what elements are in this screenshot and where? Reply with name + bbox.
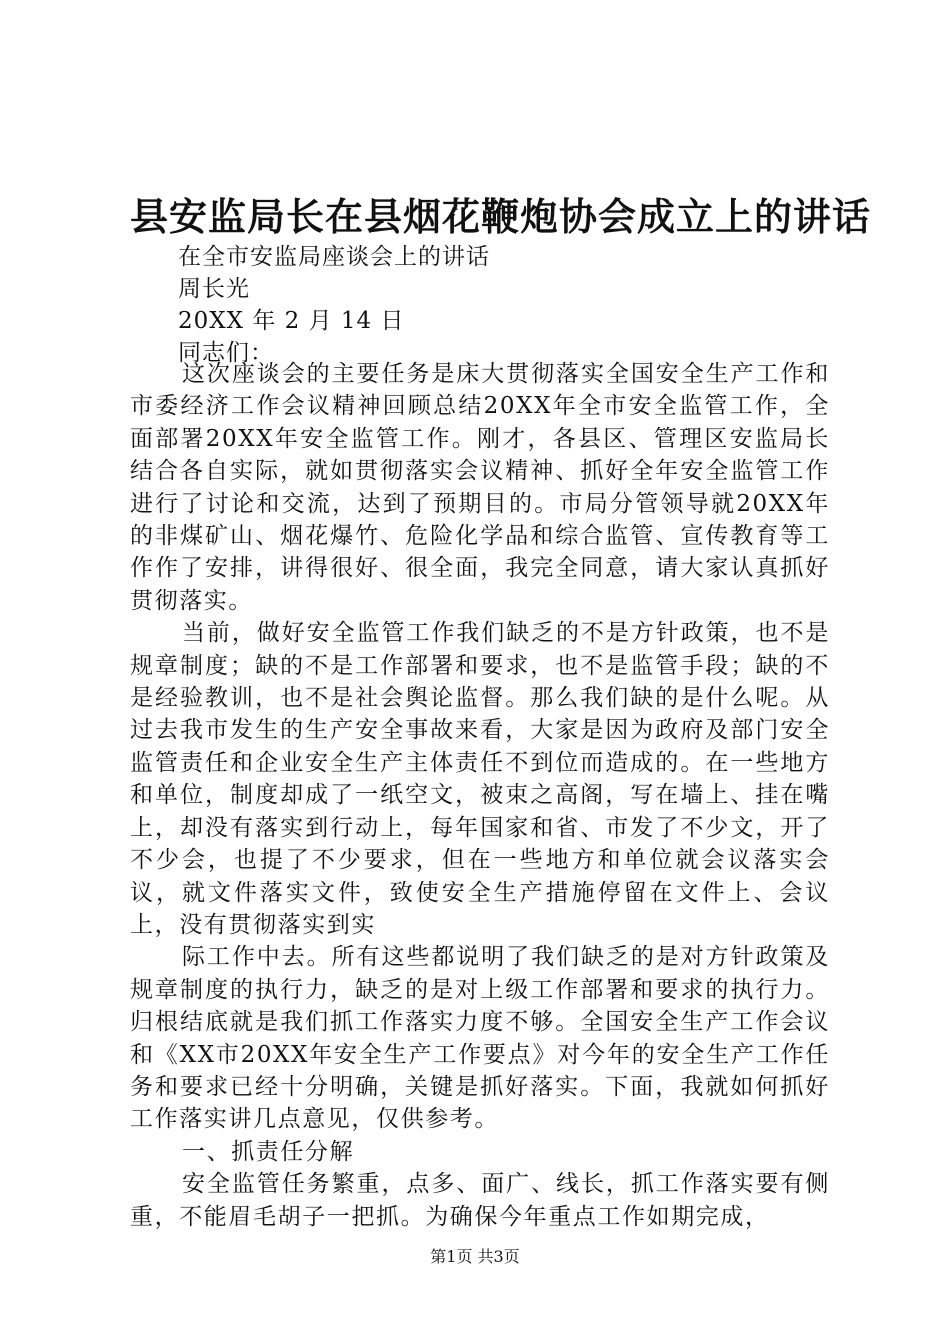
- section-heading: 一、抓责任分解: [182, 1138, 355, 1165]
- document-body: [130, 358, 830, 1233]
- speech-date: 20XX 年 2 月 14 日: [178, 308, 405, 334]
- salutation: 同志们：: [178, 340, 274, 366]
- author-name: 周长光: [178, 276, 250, 302]
- page-number-footer: 第1页 共3页: [430, 1247, 520, 1266]
- paragraph: 安全监管任务繁重，点多、面广、线长，抓工作落实要有侧重，不能眉毛胡子一把抓。为确保今年重点工作如期完成，: [130, 1171, 830, 1230]
- paragraph: 际工作中去。所有这些都说明了我们缺乏的是对方针政策及规章制度的执行力，缺乏的是对上级工作部署和要求的执行力。归根结底就是我们抓工作落实力度不够。全国安全生产工作会议和《XX市20XX年安全生产工作要点》对今年的安全生产工作任务和要求已经十分明确，关键是抓好落实。下面，我就如何抓好工作落实讲几点意见，仅供参考。: [130, 944, 830, 1133]
- document-title: 县安监局长在县烟花鞭炮协会成立上的讲话: [130, 194, 872, 239]
- paragraph: 当前，做好安全监管工作我们缺乏的不是方针政策，也不是规章制度；缺的不是工作部署和要求，也不是监管手段；缺的不是经验教训，也不是社会舆论监督。那么我们缺的是什么呢。从过去我市发生的生产安全事故来看，大家是因为政府及部门安全监管责任和企业安全生产主体责任不到位而造成的。在一些地方和单位，制度却成了一纸空文，被束之高阁，写在墙上、挂在嘴上，却没有落实到行动上，每年国家和省、市发了不少文，开了不少会，也提了不少要求，但在一些地方和单位就会议落实会议，就文件落实文件，致使安全生产措施停留在文件上、会议上，没有贯彻落实到实: [130, 620, 830, 938]
- speech-subtitle: 在全市安监局座谈会上的讲话: [178, 244, 490, 270]
- paragraph: 这次座谈会的主要任务是床大贯彻落实全国安全生产工作和市委经济工作会议精神回顾总结20XX年全市安全监管工作，全面部署20XX年安全监管工作。刚才，各县区、管理区安监局长结合各自实际，就如贯彻落实会议精神、抓好全年安全监管工作进行了讨论和交流，达到了预期目的。市局分管领导就20XX年的非煤矿山、烟花爆竹、危险化学品和综合监管、宣传教育等工作作了安排，讲得很好、很全面，我完全同意，请大家认真抓好贯彻落实。: [130, 361, 830, 614]
